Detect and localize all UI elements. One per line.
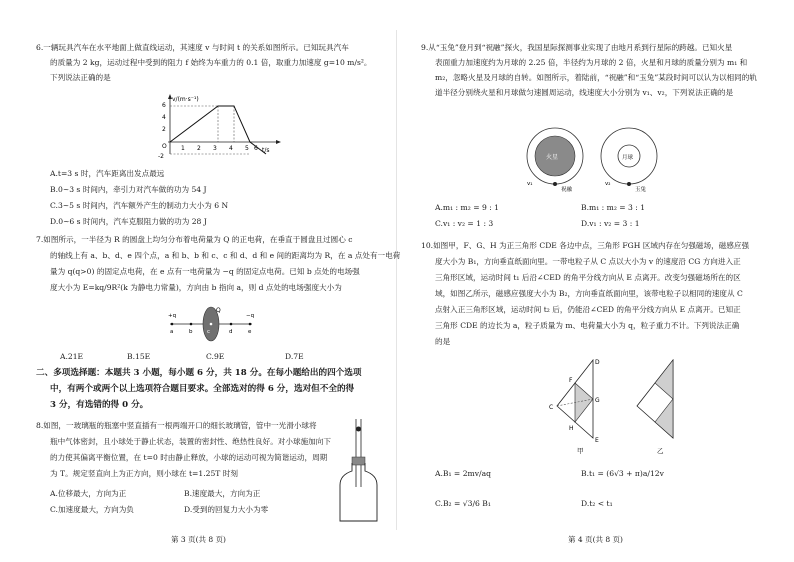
q10-line-3: 三角形区域，运动时间 t₁ 后沿∠CED 的角平分线方向从 E 点离开。改变匀强磁场所在的区 — [435, 273, 741, 282]
q6-origin: O — [162, 143, 167, 150]
q7-label-d: d — [229, 329, 233, 335]
q7-option-c: C.9E — [206, 352, 225, 361]
q6-xtick-1: 1 — [181, 145, 185, 152]
q10-option-a: A.B₁ = 2mv/aq — [435, 469, 491, 478]
q7-line-4: 度大小为 E=kq/9R²(k 为静电力常量)，方向由 b 指向 a，则 d 点处的电场强度大小为 — [50, 283, 342, 292]
section2-line-1: 二、多项选择题：本题共 3 小题，每小题 6 分，共 18 分。在每小题给出的四个选项 — [36, 368, 362, 378]
q10-fig2-field-region — [655, 360, 673, 399]
q10-triangle-figures — [547, 356, 687, 456]
q8-ball — [356, 427, 361, 432]
q6-ytick-6: 6 — [162, 102, 166, 109]
q7-point-c — [210, 323, 213, 326]
q6-xlabel: t/s — [262, 147, 270, 154]
q7-label-c: c — [207, 329, 211, 335]
q9-option-b: B.m₁ : m₂ = 3 : 1 — [581, 203, 646, 212]
q8-option-b: B.速度最大，方向为正 — [184, 489, 261, 498]
q8-bottle-figure — [336, 417, 382, 525]
q9-option-c: C.v₁ : v₂ = 1 : 3 — [435, 219, 494, 228]
q6-ytick-neg2: -2 — [158, 153, 164, 160]
q10-fig1-label-e: E — [595, 437, 599, 444]
q7-disk-figure — [160, 302, 260, 342]
q9-option-d: D.v₁ : v₂ = 3 : 1 — [581, 219, 640, 228]
q10-fig1-label-d: D — [595, 359, 600, 366]
q10-fig1-field-fgh — [575, 383, 593, 422]
q7-right-charge: −q — [246, 313, 255, 319]
q7-label-e: e — [248, 329, 252, 335]
q9-line-3: m₂，忽略火星及月球的自转。如图所示，着陆前，“祝融”和“玉兔”某段时间可以认为以相同的轨 — [435, 73, 757, 82]
q10-fig1-label-c: C — [549, 404, 554, 411]
q6-xtick-3: 3 — [213, 145, 217, 152]
page-3-footer: 第 3 页(共 8 页) — [171, 535, 226, 544]
q9-v1-label: v₁ — [527, 181, 533, 187]
q10-line-7: 的是 — [435, 337, 451, 346]
q8-line-4: 为 T。规定竖直向上为正方向，则小球在 t=1.25T 时刻 — [50, 469, 238, 478]
q10-option-b: B.t₁ = (6√3 + π)a/12v — [581, 469, 664, 478]
q7-option-a: A.21E — [60, 352, 84, 361]
section2-line-3: 3 分，有选错的得 0 分。 — [50, 400, 149, 410]
q8-stopper — [352, 457, 365, 465]
q9-line-2: 表面重力加速度约为月球的 2.25 倍，半径约为月球的 2 倍，火星和月球的质量分别为 m₁ 和 — [435, 58, 748, 67]
q6-ylabel: v/(m·s⁻¹) — [172, 96, 199, 103]
q9-orbit-figure — [521, 124, 671, 194]
q9-rover1-dot — [553, 182, 557, 186]
q9-rover1-label: 祝融 — [561, 187, 573, 193]
q6-line-2: 的质量为 2 kg，运动过程中受到的阻力 f 始终为车重力的 0.1 倍，取重力加速度 g=10 m/s²。 — [50, 58, 372, 67]
q8-option-a: A.位移最大，方向为正 — [50, 489, 127, 498]
q7-point-b — [190, 323, 193, 326]
q6-option-a: A.t=3 s 时，汽车距离出发点最远 — [50, 169, 165, 178]
q8-line-3: 的力使其偏离平衡位置，在 t=0 时由静止释放，小球的运动可视为简谐运动，周期 — [50, 453, 328, 462]
q10-fig1-label-h: H — [569, 425, 574, 432]
q10-fig2-field-region-lower — [655, 399, 673, 438]
q8-option-d: D.受到的回复力大小为零 — [184, 505, 269, 514]
q6-xtick-2: 2 — [197, 145, 201, 152]
q6-ytick-2: 2 — [162, 126, 166, 133]
q7-option-b: B.15E — [127, 352, 151, 361]
q7-left-charge: +q — [168, 313, 177, 319]
q6-xtick-5: 5 — [245, 145, 249, 152]
q10-option-d: D.t₂ < t₁ — [581, 499, 613, 508]
q9-option-a: A.m₁ : m₂ = 9 : 1 — [435, 203, 500, 212]
q6-vt-graph — [150, 92, 285, 164]
q10-line-6: 三角形 CDE 的边长为 a，粒子质量为 m、电荷量大小为 q，粒子重力不计。下列说法正确 — [435, 321, 740, 330]
q10-fig1-label-f: F — [569, 377, 573, 384]
q10-option-c: C.B₂ = √3/6 B₁ — [435, 499, 491, 508]
q6-option-d: D.0~6 s 时间内，汽车克服阻力做的功为 28 J — [50, 217, 207, 226]
q7-label-b: b — [189, 329, 193, 335]
q6-line-1: 6.一辆玩具汽车在水平地面上做直线运动，其速度 v 与时间 t 的关系如图所示。已知玩具汽车 — [36, 43, 349, 52]
q6-xtick-4: 4 — [229, 145, 233, 152]
q6-option-c: C.3~5 s 时间内，汽车额外产生的制动力大小为 6 N — [50, 201, 229, 210]
section2-line-2: 中，有两个或两个以上选项符合题目要求。全部选对的得 6 分，选对但不全的得 — [50, 384, 355, 394]
q9-line-1: 9.从“玉兔”登月到“祝融”探火，我国星际探测事业实现了由地月系到行星际的跨越。已知火星 — [421, 43, 733, 52]
q7-line-1: 7.如图所示，一半径为 R 的圆盘上均匀分布着电荷量为 Q 的正电荷，在垂直于圆盘且过圆心 c — [36, 235, 353, 244]
q9-rover2-label: 玉兔 — [635, 187, 647, 193]
q10-fig1-caption: 甲 — [577, 447, 584, 455]
q7-point-e — [249, 323, 252, 326]
q9-rover2-dot — [627, 182, 631, 186]
q6-option-b: B.0~3 s 时间内，牵引力对汽车做的功为 54 J — [50, 185, 207, 194]
q10-line-1: 10.如图甲，F、G、H 为正三角形 CDE 各边中点，三角形 FGH 区域内存在匀强磁场，磁感应强 — [421, 241, 750, 250]
q10-fig2-caption: 乙 — [657, 447, 664, 455]
q6-x-arrow — [276, 140, 281, 144]
q6-xtick-6: 6 — [254, 145, 258, 152]
q8-line-1: 8.如图，一玻璃瓶的瓶塞中竖直插有一根两端开口的细长玻璃管，管中一光滑小球将 — [36, 421, 317, 430]
q7-label-a: a — [170, 329, 174, 335]
q6-line-3: 下列说法正确的是 — [50, 73, 111, 82]
q7-disk-label: Q — [216, 307, 221, 314]
q10-fig1-label-g: G — [595, 397, 600, 404]
q10-line-5: 点射入正三角形区域，运动时间 t₂ 后，仍能沿∠CED 的角平分线方向从 E 点离开。已知正 — [435, 305, 741, 314]
q8-option-c: C.加速度最大，方向为负 — [50, 505, 134, 514]
q7-line-2: 的轴线上有 a、b、d、e 四个点，a 和 b、b 和 c、c 和 d、d 和 e 间的距离均为 R，在 a 点处有一电荷 — [50, 251, 401, 260]
page-4 — [397, 0, 794, 562]
q9-v2-label: v₂ — [605, 181, 611, 187]
q10-line-2: 度大小为 B₁，方向垂直纸面向里。一带电粒子从 C 点以大小为 v 的速度沿 CG 方向进入正 — [435, 257, 741, 266]
q8-bottle-outline — [340, 463, 377, 521]
q7-line-3: 量为 q(q>0) 的固定点电荷，在 e 点有一电荷量为 −q 的固定点电荷。已知 b 点处的电场强 — [50, 267, 360, 276]
q7-point-a — [171, 323, 174, 326]
q9-moon-label: 月球 — [622, 155, 634, 161]
q7-point-d — [230, 323, 233, 326]
page-4-footer: 第 4 页(共 8 页) — [568, 535, 623, 544]
q6-ytick-4: 4 — [162, 114, 166, 121]
q9-line-4: 道半径分别绕火星和月球做匀速圆周运动，线速度大小分别为 v₁、v₂，下列说法正确的是 — [435, 88, 734, 97]
q9-mars-label: 火星 — [546, 154, 559, 161]
q7-option-d: D.7E — [285, 352, 304, 361]
q8-line-2: 瓶中气体密封，且小球处于静止状态，装置的密封性、绝热性良好。对小球施加向下 — [50, 437, 331, 446]
q10-line-4: 域，如图乙所示，磁感应强度大小为 B₂，方向垂直纸面向里，该带电粒子以相同的速度从 C — [435, 289, 743, 298]
